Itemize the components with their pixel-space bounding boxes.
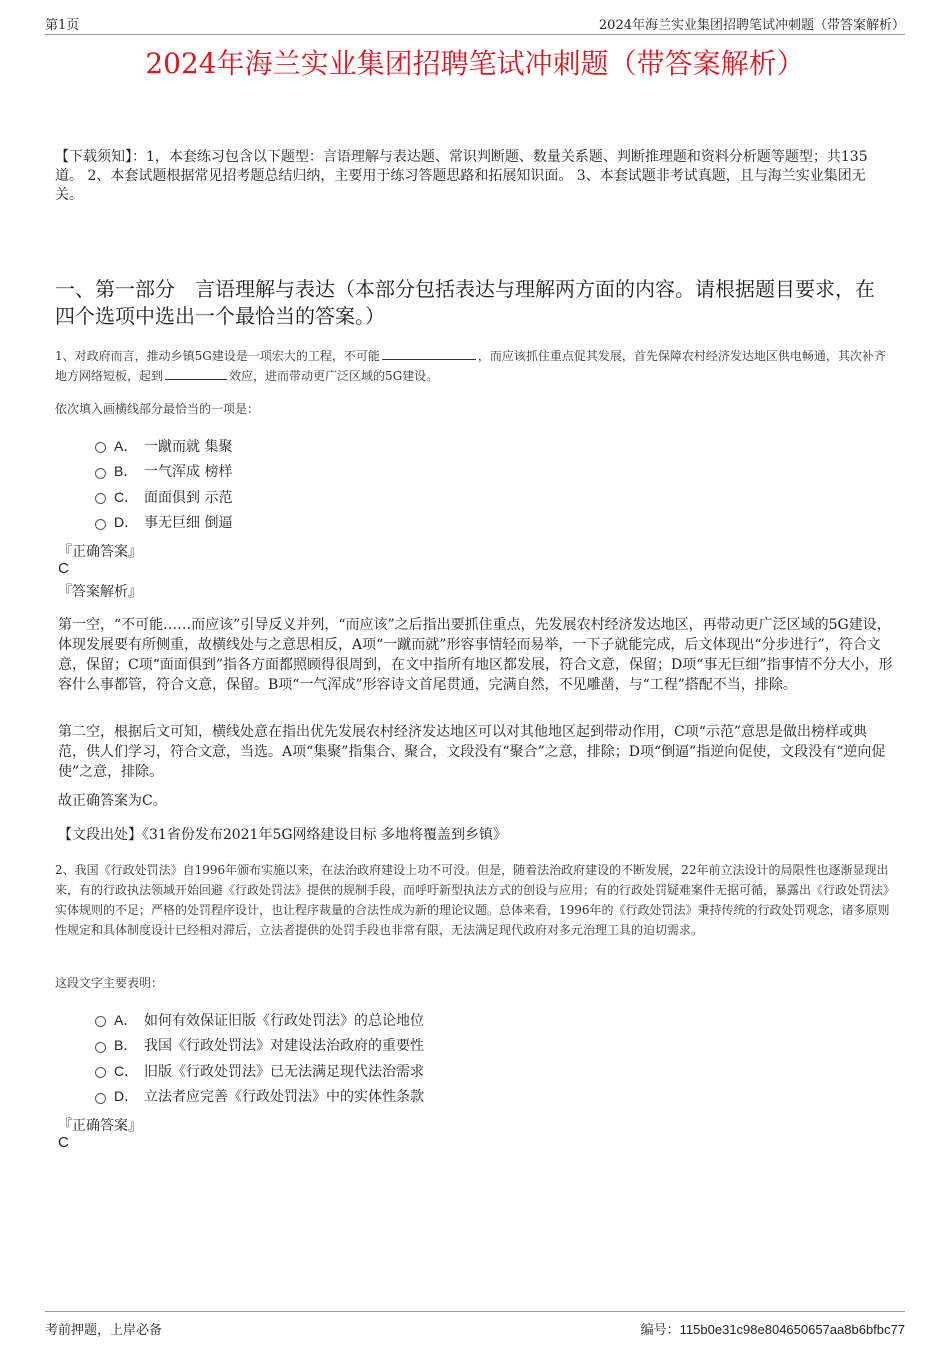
- blank-1: [382, 347, 476, 360]
- option-b[interactable]: B． 我国《行政处罚法》对建设法治政府的重要性: [95, 1033, 424, 1059]
- question-1-options: [95, 433, 232, 535]
- header-doc-title: 2024年海兰实业集团招聘笔试冲刺题（带答案解析）: [598, 18, 905, 33]
- page-footer: [45, 1311, 905, 1338]
- answer-label: 『正确答案』: [58, 1118, 142, 1134]
- source-citation: 【文段出处】《31省份发布2021年5G网络建设目标 多地将覆盖到乡镇》: [58, 827, 507, 843]
- question-1-prompt: 依次填入画横线部分最恰当的一项是：: [55, 402, 260, 416]
- download-notice: 【下载须知】：1，本套练习包含以下题型：言语理解与表达题、常识判断题、数量关系题、判断推理题和资料分析题等题型；共135道。 2、本套试题根据常见招考题总结归纳，主要用于练习答题思路和拓展知识面。 3、本套试题非考试真题，且与海兰实业集团无关。: [55, 149, 868, 203]
- section-heading: 一、第一部分 言语理解与表达（本部分包括表达与理解两方面的内容。请根据题目要求，在四个选项中选出一个最恰当的答案。）: [55, 277, 875, 328]
- page-header: [45, 14, 905, 35]
- radio-icon[interactable]: [95, 1042, 106, 1053]
- option-a[interactable]: A． 如何有效保证旧版《行政处罚法》的总论地位: [95, 1007, 424, 1033]
- document-title: 2024年海兰实业集团招聘笔试冲刺题（带答案解析）: [145, 47, 805, 80]
- option-c[interactable]: C． 旧版《行政处罚法》已无法满足现代法治需求: [95, 1058, 424, 1084]
- answer-value: C: [58, 560, 69, 577]
- radio-icon[interactable]: [95, 1016, 106, 1027]
- radio-icon[interactable]: [95, 1067, 106, 1078]
- analysis-conclusion: 故正确答案为C。: [58, 793, 167, 809]
- option-d[interactable]: D． 立法者应完善《行政处罚法》中的实体性条款: [95, 1084, 424, 1110]
- question-1-text: 1、对政府而言，推动乡镇5G建设是一项宏大的工程，不可能 ，而应该抓住重点促其发展，首先保障农村经济发达地区供电畅通，其次补齐地方网络短板，起到 效应，进而带动更广泛区域的5G建设。: [55, 349, 886, 383]
- answer-value: C: [58, 1134, 69, 1151]
- radio-icon[interactable]: [95, 493, 106, 504]
- question-2-prompt: 这段文字主要表明：: [55, 976, 164, 990]
- radio-icon[interactable]: [95, 519, 106, 530]
- radio-icon[interactable]: [95, 442, 106, 453]
- option-a[interactable]: A． 一蹴而就 集聚: [95, 433, 232, 459]
- radio-icon[interactable]: [95, 1093, 106, 1104]
- analysis-label: 『答案解析』: [58, 584, 142, 600]
- answer-label: 『正确答案』: [58, 544, 142, 560]
- footer-slogan: 考前押题，上岸必备: [45, 1323, 163, 1338]
- question-2-text: 2、我国《行政处罚法》自1996年颁布实施以来，在法治政府建设上功不可没。但是，随着法治政府建设的不断发展，22年前立法设计的局限性也逐渐显现出来，有的行政执法领域开始回避《行政处罚法》提供的规制手段，而呼吁新型执法方式的创设与应用；有的行政处罚疑难案件无据可循，暴露出《行政处罚法》实体规则的不足；严格的处罚程序设计，也让程序裁量的合法性成为新的理论议题。总体来看，1996年的《行政处罚法》秉持传统的行政处罚观念，诸多原则性规定和具体制度设计已经相对滞后，立法者提供的处罚手段也非常有限，无法满足现代政府对多元治理工具的迫切需求。: [55, 863, 890, 937]
- radio-icon[interactable]: [95, 468, 106, 479]
- footer-code: 编号：115b0e31c98e804650657aa8b6bfbc77: [640, 1322, 905, 1338]
- question-2-options: [95, 1007, 424, 1109]
- option-b[interactable]: B． 一气浑成 榜样: [95, 459, 232, 485]
- option-d[interactable]: D． 事无巨细 倒逼: [95, 510, 232, 536]
- analysis-paragraph-2: 第二空，根据后文可知，横线处意在指出优先发展农村经济发达地区可以对其他地区起到带动作用，C项“示范”意思是做出榜样或典范，供人们学习，符合文意，当选。A项“集聚”指集合、聚合，文段没有“聚合”之意，排除；D项“倒逼”指逆向促使，文段没有“逆向促使”之意，排除。: [58, 724, 886, 780]
- blank-2: [165, 367, 227, 380]
- analysis-paragraph-1: 第一空，“不可能……而应该”引导反义并列，“而应该”之后指出要抓住重点，先发展农村经济发达地区，再带动更广泛区域的5G建设，体现发展要有所侧重，故横线处与之意思相反，A项“一蹴而就”形容事情轻而易举，一下子就能完成，后文体现出“分步进行”，符合文意，保留；C项“面面俱到”指各方面都照顾得很周到，在文中指所有地区都发展，符合文意，保留；D项“事无巨细”指事情不分大小，形容什么事都管，符合文意，保留。B项“一气浑成”形容诗文首尾贯通，完满自然，不见雕凿，与“工程”搭配不当，排除。: [58, 617, 893, 693]
- page-number: 第1页: [45, 18, 80, 33]
- option-c[interactable]: C． 面面俱到 示范: [95, 484, 232, 510]
